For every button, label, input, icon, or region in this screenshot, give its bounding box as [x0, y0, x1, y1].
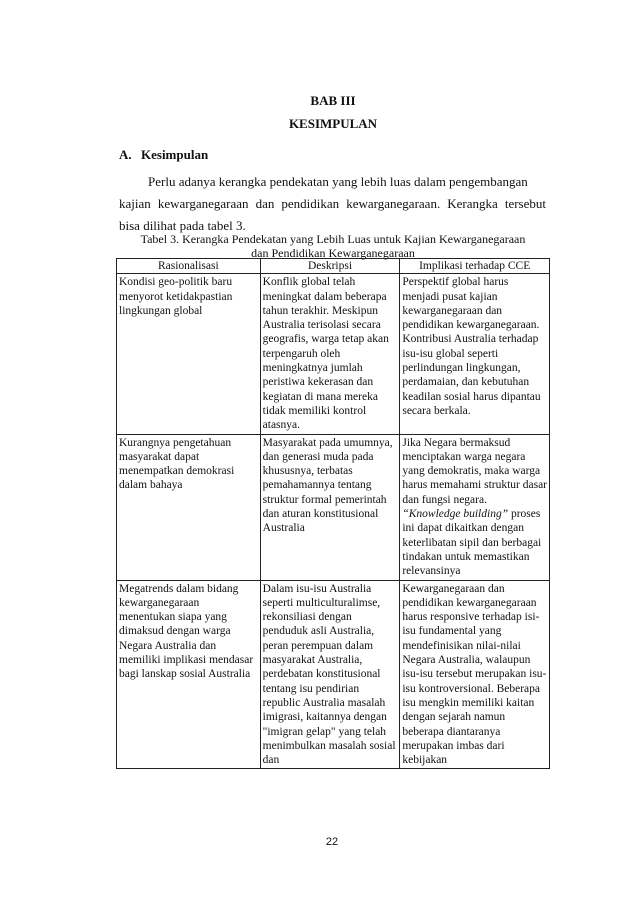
caption-line: dan Pendidikan Kewarganegaraan [251, 246, 415, 260]
table-cell: Megatrends dalam bidang kewarganegaraan menentukan siapa yang dimaksud dengan warga Negara Australia dan memiliki implikasi mendasar bagi lanskap sosial Australia [117, 580, 261, 769]
paragraph-line: kajian kewarganegaraan dan pendidikan kewarganegaraan. Kerangka tersebut [119, 196, 546, 211]
cell-text: proses ini dapat dikaitkan dengan keterlibatan sipil dan berbagai tindakan untuk memastikan relevansinya [402, 508, 542, 578]
caption-line: Tabel 3. Kerangka Pendekatan yang Lebih Luas untuk Kajian Kewarganegaraan [140, 232, 526, 246]
table-cell: Masyarakat pada umumnya, dan generasi muda pada khususnya, terbatas pemahamannya tentang struktur formal pemerintah dan aturan konstitusional Australia [260, 434, 400, 580]
table-row [117, 580, 550, 769]
table-cell: Konflik global telah meningkat dalam beberapa tahun terakhir. Meskipun Australia terisolasi secara geografis, warga tetap akan terpengaruh oleh meningkatnya jumlah peristiwa kekerasan dan kegiatan di mana mereka tidak memiliki kontrol atasnya. [260, 274, 400, 434]
column-header-implikasi: Implikasi terhadap CCE [400, 259, 550, 274]
paragraph-line: bisa dilihat pada tabel 3. [119, 218, 246, 233]
paragraph-line: Perlu adanya kerangka pendekatan yang lebih luas dalam pengembangan [148, 174, 528, 189]
section-title: Kesimpulan [141, 147, 209, 162]
cell-italic-term: “Knowledge building” [402, 508, 509, 521]
chapter-title: KESIMPULAN [288, 116, 378, 131]
table-cell [400, 434, 550, 580]
column-header-deskripsi: Deskripsi [260, 259, 400, 274]
table-cell: Kondisi geo-politik baru menyorot ketidakpastian lingkungan global [117, 274, 261, 434]
table-row [117, 434, 550, 580]
table-cell: Dalam isu-isu Australia seperti multiculturalimse, rekonsiliasi dengan penduduk asli Australia, peran perempuan dalam masyarakat Australia, perdebatan konstitusional tentang isu pendirian republic Australia masalah imigrasi, kaitannya dengan "imigran gelap" yang telah menimbulkan masalah sosial dan [260, 580, 400, 769]
section-heading [119, 147, 208, 163]
column-header-rasionalisasi: Rasionalisasi [117, 259, 261, 274]
cell-text: Jika Negara bermaksud menciptakan warga negara yang demokratis, maka warga harus memahami struktur dasar dan fungsi negara. [402, 436, 548, 506]
table-caption [116, 232, 550, 260]
table-row [117, 274, 550, 434]
chapter-heading: BAB III [310, 93, 356, 108]
table-cell: Perspektif global harus menjadi pusat kajian kewarganegaraan dan pendidikan kewarganegaraan. Kontribusi Australia terhadap isu-isu global seperti perlindungan lingkungan, perdamaian, dan kebutuhan keadilan sosial harus dipantau secara berkala. [400, 274, 550, 434]
table-cell: Kewarganegaraan dan pendidikan kewarganegaraan harus responsive terhadap isi-isu fundamental yang mendefinisikan nilai-nilai Negara Australia, walaupun isu-isu tersebut merupakan isu-isu kontroversional. Beberapa isu mengkin memiliki kaitan dengan sejarah namun beberapa diantaranya merupakan imbas dari kebijakan [400, 580, 550, 769]
section-number: A. [119, 147, 132, 162]
page-number: 22 [325, 836, 339, 848]
table-cell: Kurangnya pengetahuan masyarakat dapat menempatkan demokrasi dalam bahaya [117, 434, 261, 580]
body-paragraph [119, 171, 546, 237]
framework-table [116, 258, 550, 769]
table-header-row [117, 259, 550, 274]
